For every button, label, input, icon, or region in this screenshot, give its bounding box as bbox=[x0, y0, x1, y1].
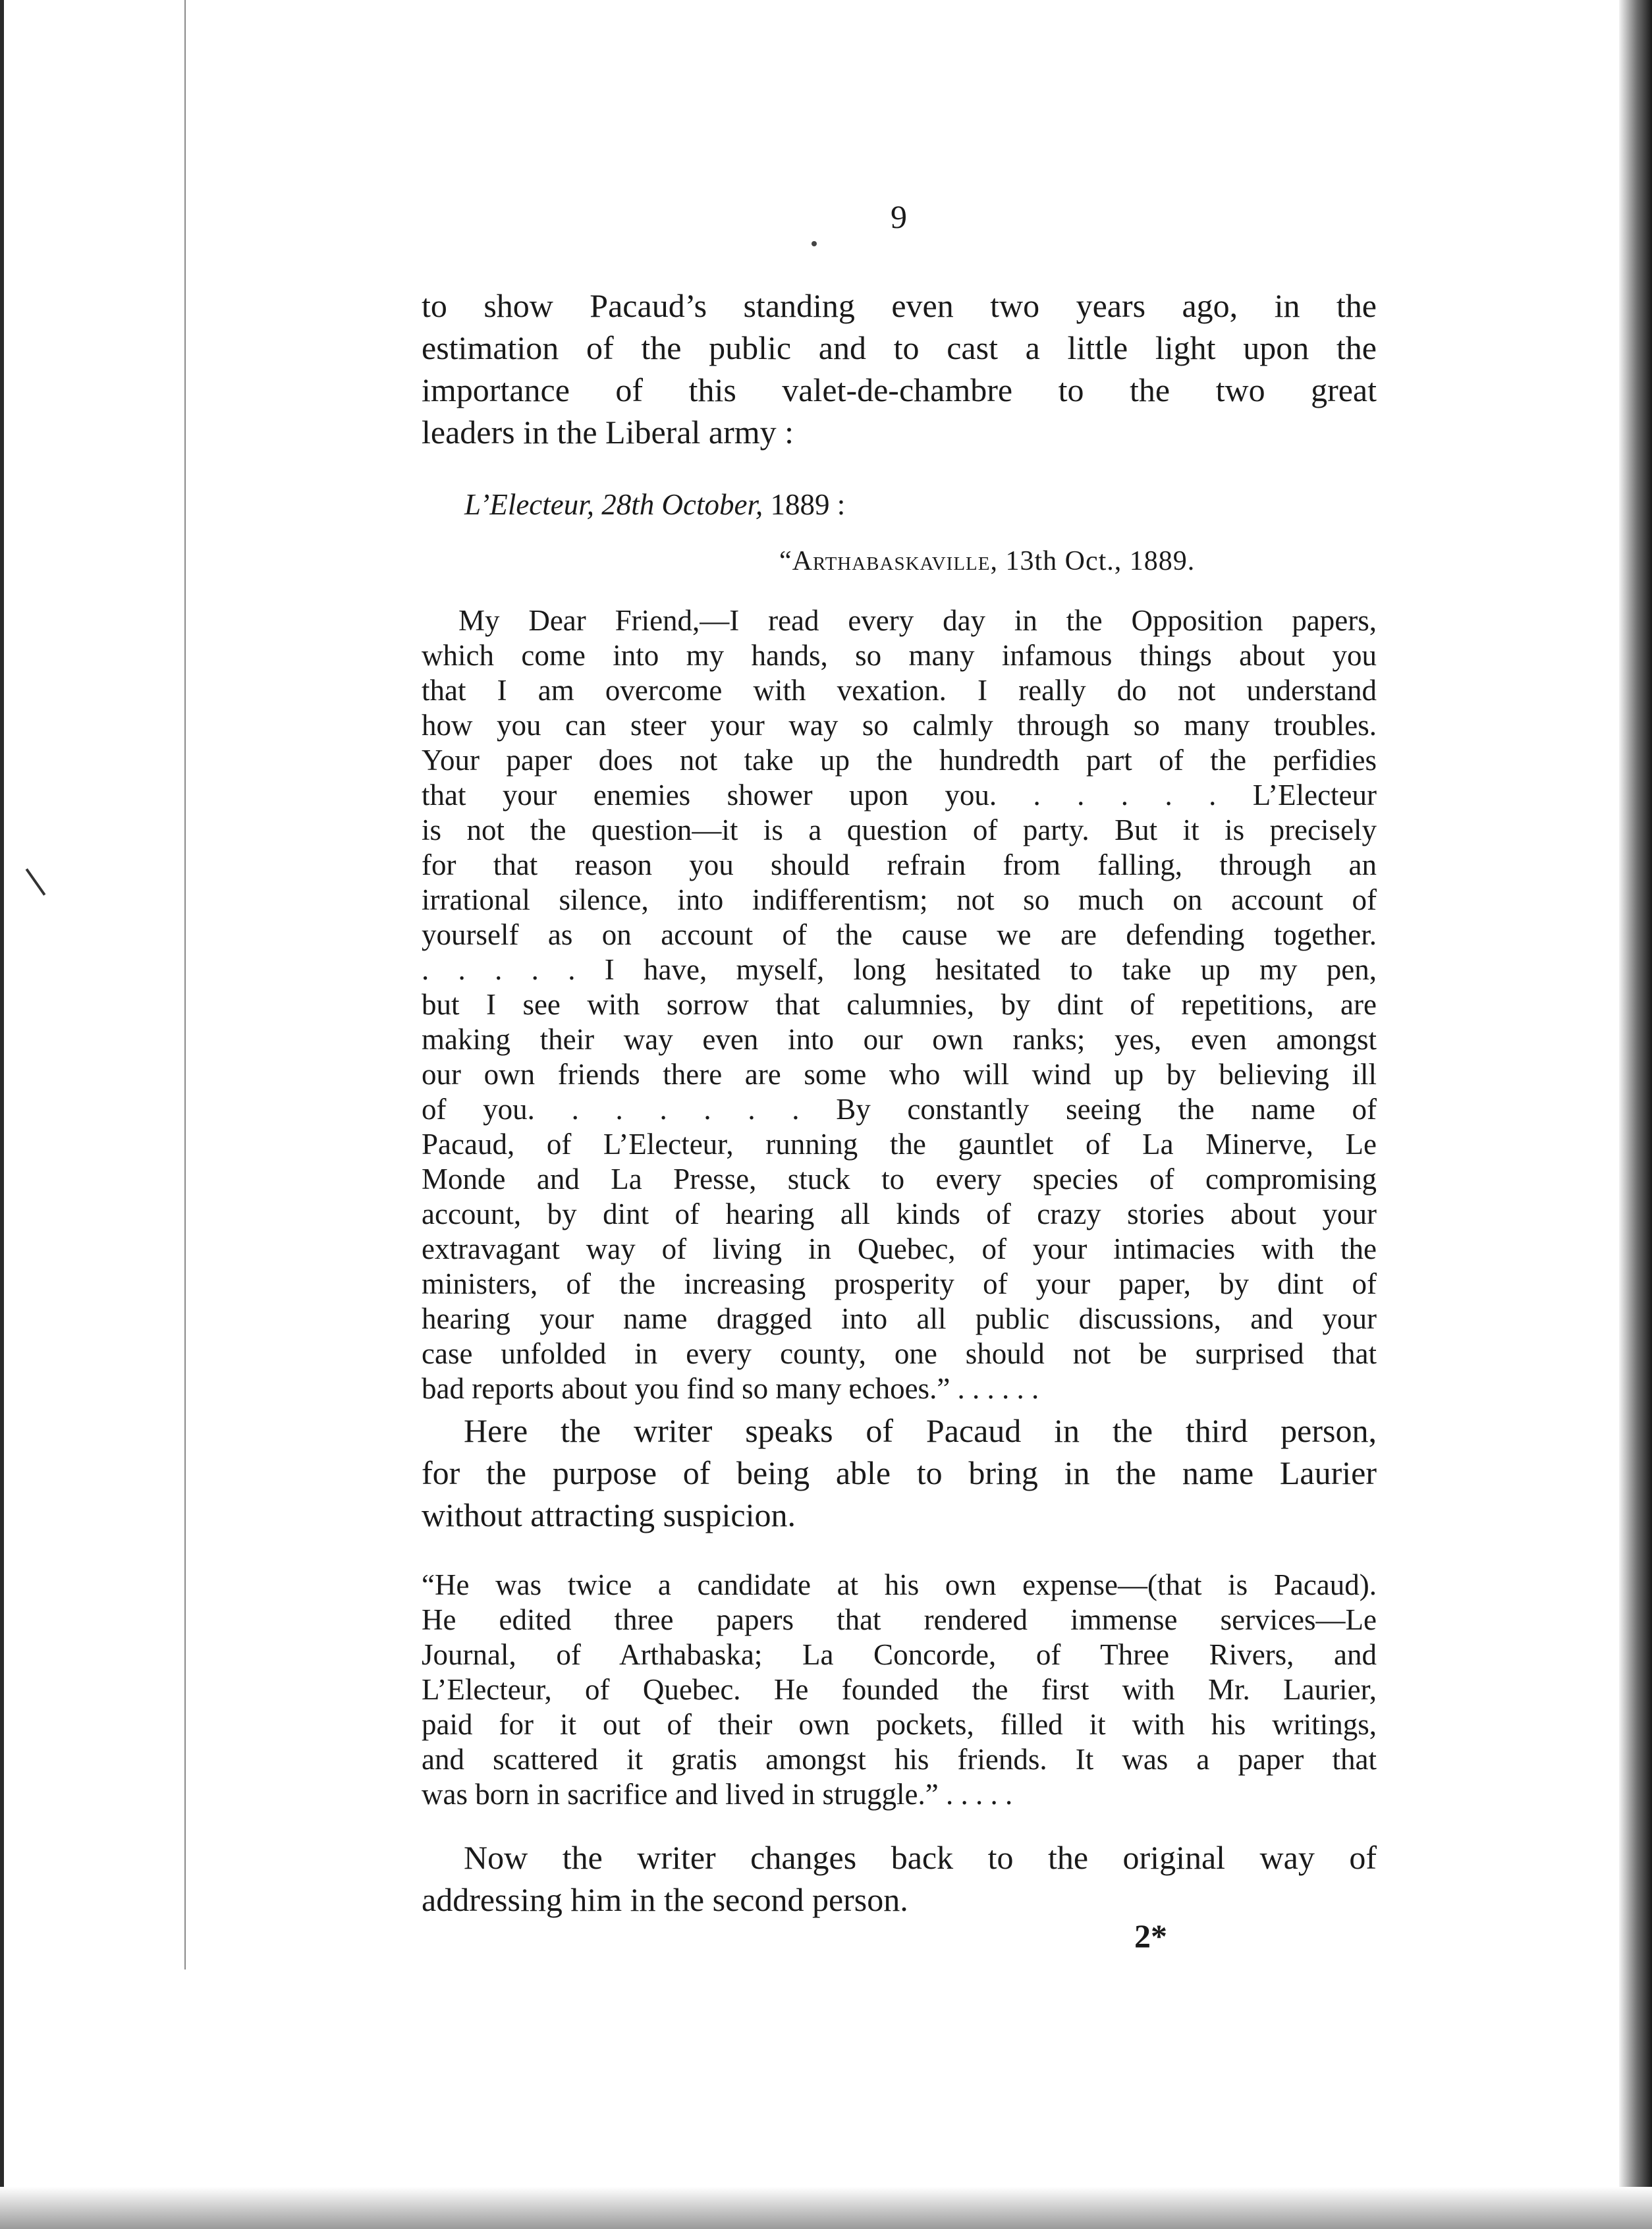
scan-left-edge bbox=[0, 0, 4, 2229]
text-line: Monde and La Presse, stuck to every species of compromising bbox=[422, 1163, 1377, 1196]
text-line: Journal, of Arthabaska; La Concorde, of Three Rivers, and bbox=[422, 1638, 1377, 1671]
text-line: for that reason you should refrain from falling, through an bbox=[422, 848, 1377, 881]
text-line: ministers, of the increasing prosperity of your paper, by dint of bbox=[422, 1267, 1377, 1300]
text-line: yourself as on account of the cause we are defending together. bbox=[422, 918, 1377, 951]
citation-date: 28th October bbox=[601, 488, 756, 521]
text-line: for the purpose of being able to bring in the name Laurier bbox=[422, 1454, 1377, 1491]
text-line: which come into my hands, so many infamous things about you bbox=[422, 639, 1377, 672]
scan-gutter-line bbox=[184, 0, 186, 1969]
text-line: Pacaud, of L’Electeur, running the gauntlet of La Minerve, Le bbox=[422, 1128, 1377, 1161]
page-number: 9 bbox=[891, 198, 907, 235]
scan-bottom-shadow bbox=[0, 2187, 1652, 2229]
signature-mark: 2* bbox=[1134, 1917, 1167, 1954]
text-line: hearing your name dragged into all public discussions, and your bbox=[422, 1302, 1377, 1335]
text-line: estimation of the public and to cast a little light upon the bbox=[422, 329, 1377, 366]
dateline-date: , 13th Oct., 1889. bbox=[990, 546, 1196, 576]
text-line: bad reports about you find so many echoes.” . . . . . . bbox=[422, 1372, 1039, 1405]
text-line: addressing him in the second person. bbox=[422, 1881, 908, 1918]
text-line: that I am overcome with vexation. I really do not understand bbox=[422, 674, 1377, 707]
commentary-paragraph-2 bbox=[422, 1836, 1377, 1921]
text-line: to show Pacaud’s standing even two years ago, in the bbox=[422, 287, 1377, 324]
dateline bbox=[779, 545, 1195, 577]
text-line: extravagant way of living in Quebec, of your intimacies with the bbox=[422, 1232, 1377, 1265]
commentary-paragraph-1 bbox=[422, 1410, 1377, 1536]
dateline-place: “Arthabaskaville bbox=[779, 546, 991, 576]
text-line: My Dear Friend,—I read every day in the Opposition papers, bbox=[458, 604, 1377, 637]
ink-dot bbox=[812, 241, 817, 246]
quote-paragraph-2 bbox=[422, 1568, 1377, 1812]
text-line: is not the question—it is a question of party. But it is precisely bbox=[422, 813, 1377, 846]
text-line: Now the writer changes back to the original way of bbox=[464, 1839, 1377, 1876]
text-line: “He was twice a candidate at his own expense—(that is Pacaud). bbox=[422, 1568, 1377, 1601]
text-line: case unfolded in every county, one should not be surprised that bbox=[422, 1337, 1377, 1370]
text-line: importance of this valet-de-chambre to the two great bbox=[422, 372, 1377, 408]
text-line: He edited three papers that rendered immense services—Le bbox=[422, 1603, 1377, 1636]
text-line: but I see with sorrow that calumnies, by dint of repetitions, are bbox=[422, 988, 1377, 1021]
text-line: was born in sacrifice and lived in struggle.” . . . . . bbox=[422, 1778, 1013, 1811]
citation: L’Electeur, 28th October, 1889 : bbox=[464, 488, 846, 521]
text-line: leaders in the Liberal army : bbox=[422, 414, 794, 451]
text-line: Your paper does not take up the hundredth part of the perfidies bbox=[422, 744, 1377, 777]
intro-paragraph bbox=[422, 285, 1377, 453]
citation-year: 1889 : bbox=[770, 488, 846, 521]
citation-source: L’Electeur bbox=[464, 488, 587, 521]
text-line: how you can steer your way so calmly through so many troubles. bbox=[422, 709, 1377, 742]
scan-right-edge bbox=[1619, 0, 1652, 2229]
text-line: without attracting suspicion. bbox=[422, 1497, 796, 1533]
text-line: . . . . . I have, myself, long hesitated to take up my pen, bbox=[422, 953, 1377, 986]
text-line: L’Electeur, of Quebec. He founded the first with Mr. Laurier, bbox=[422, 1673, 1377, 1706]
text-line: paid for it out of their own pockets, filled it with his writings, bbox=[422, 1708, 1377, 1741]
text-line: Here the writer speaks of Pacaud in the third person, bbox=[464, 1412, 1377, 1449]
text-line: and scattered it gratis amongst his friends. It was a paper that bbox=[422, 1743, 1377, 1776]
text-line: making their way even into our own ranks; yes, even amongst bbox=[422, 1023, 1377, 1056]
text-line: our own friends there are some who will wind up by believing ill bbox=[422, 1058, 1377, 1091]
letter-quote bbox=[422, 603, 1377, 1406]
text-line: that your enemies shower upon you. . . . . . L’Electeur bbox=[422, 779, 1377, 812]
text-line: irrational silence, into indifferentism; not so much on account of bbox=[422, 883, 1377, 916]
text-line: account, by dint of hearing all kinds of crazy stories about your bbox=[422, 1197, 1377, 1230]
text-line: of you. . . . . . . By constantly seeing the name of bbox=[422, 1093, 1377, 1126]
stray-mark bbox=[26, 868, 46, 896]
